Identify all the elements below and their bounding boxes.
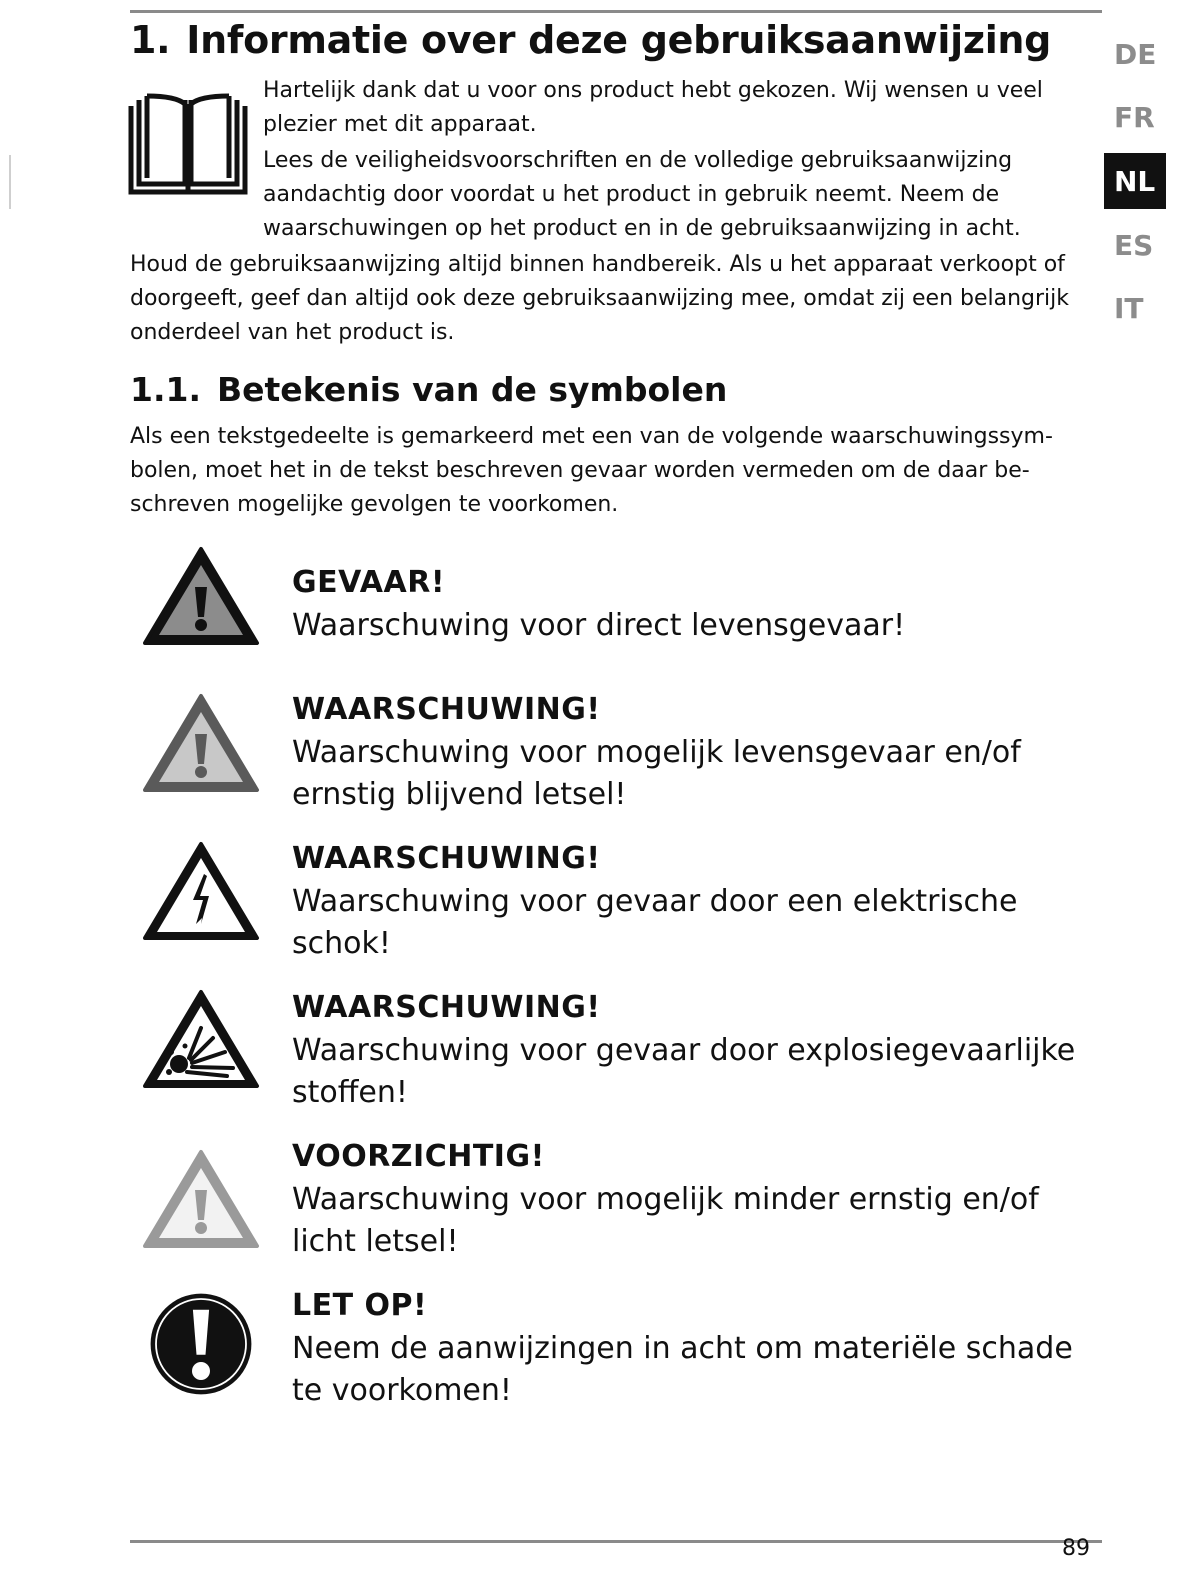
symbol-description: Waarschuwing voor direct levensgevaar! xyxy=(292,608,906,643)
top-rule xyxy=(130,10,1102,13)
intro-paragraph-2: Lees de veiligheidsvoorschriften en de volledige gebruiksaanwijzing aandachtig door voordat u het product in gebruik neemt. Neem de waarschuwingen op het product en in de gebruiksaanwijzing in acht. xyxy=(263,148,1021,241)
subsection-number: 1.1. xyxy=(130,370,201,409)
margin-mark xyxy=(9,155,11,209)
symbol-entry xyxy=(292,563,1092,647)
attention-circle-icon xyxy=(141,1290,261,1398)
section-heading xyxy=(130,18,1051,62)
symbol-title: LET OP! xyxy=(292,1288,428,1323)
intro-paragraph-1: Hartelijk dank dat u voor ons product hebt gekozen. Wij wensen u veel plezier met dit apparaat. xyxy=(263,78,1043,137)
language-tab-nl[interactable]: NL xyxy=(1104,153,1166,209)
symbol-description: Neem de aanwijzingen in acht om materiële schade te voorkomen! xyxy=(292,1331,1073,1408)
bottom-rule xyxy=(130,1540,1102,1543)
symbol-description: Waarschuwing voor gevaar door een elektrische schok! xyxy=(292,884,1018,961)
symbol-entry xyxy=(292,839,1092,965)
symbol-title: WAARSCHUWING! xyxy=(292,841,601,876)
symbol-entry xyxy=(292,690,1092,816)
open-book-icon xyxy=(128,92,248,196)
caution-triangle-icon xyxy=(141,1146,261,1254)
symbol-entry xyxy=(292,988,1092,1114)
subsection-heading xyxy=(130,370,727,409)
page-number: 89 xyxy=(1062,1536,1090,1561)
explosive-icon xyxy=(141,986,261,1094)
intro-text xyxy=(263,74,1095,246)
symbol-description: Waarschuwing voor gevaar door explosiegevaarlijke stoffen! xyxy=(292,1033,1076,1110)
symbol-entry xyxy=(292,1286,1092,1412)
subsection-title: Betekenis van de symbolen xyxy=(217,370,728,409)
section-number: 1. xyxy=(130,18,171,62)
symbol-entry xyxy=(292,1137,1092,1263)
symbol-title: WAARSCHUWING! xyxy=(292,692,601,727)
symbol-description: Waarschuwing voor mogelijk levensgevaar en/of ernstig blijvend letsel! xyxy=(292,735,1021,812)
symbols-intro: Als een tekstgedeelte is gemarkeerd met een van de volgende waarschuwingssymbolen, moet het in de tekst beschreven gevaar worden vermeden om de daar beschreven mogelijke gevolgen te voorkomen. xyxy=(130,424,1053,517)
language-tab-de[interactable]: DE xyxy=(1114,37,1157,71)
language-tab-it[interactable]: IT xyxy=(1114,291,1144,325)
warning-triangle-icon xyxy=(141,690,261,798)
section-title: Informatie over deze gebruiksaanwijzing xyxy=(186,18,1052,62)
danger-triangle-icon xyxy=(141,543,261,651)
symbol-description: Waarschuwing voor mogelijk minder ernstig en/of licht letsel! xyxy=(292,1182,1039,1259)
language-tab-es[interactable]: ES xyxy=(1114,228,1154,262)
language-tab-fr[interactable]: FR xyxy=(1114,100,1155,134)
electric-shock-icon xyxy=(141,838,261,946)
intro-paragraph-3: Houd de gebruiksaanwijzing altijd binnen handbereik. Als u het apparaat verkoopt of doorgeeft, geef dan altijd ook deze gebruiksaanwijzing mee, omdat zij een belangrijk onderdeel van het product is. xyxy=(130,252,1070,345)
symbol-title: GEVAAR! xyxy=(292,565,446,600)
symbol-title: WAARSCHUWING! xyxy=(292,990,601,1025)
symbol-title: VOORZICHTIG! xyxy=(292,1139,545,1174)
